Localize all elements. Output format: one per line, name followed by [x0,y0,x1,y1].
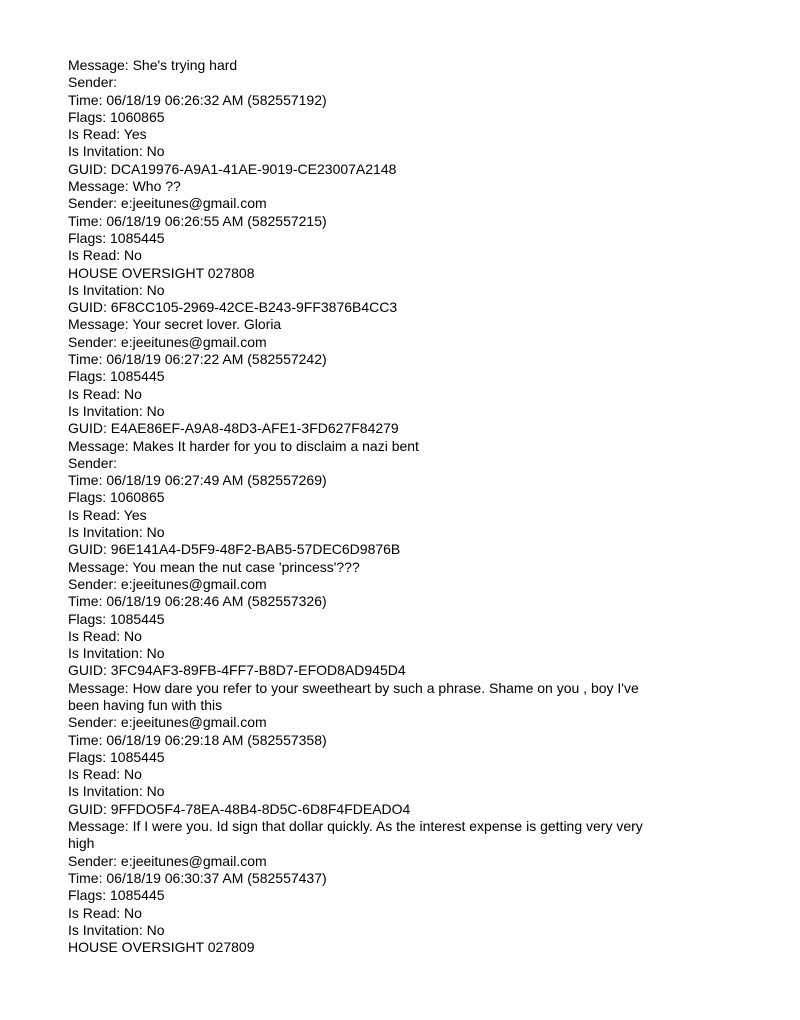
guid-line: GUID: 3FC94AF3-89FB-4FF7-B8D7-EFOD8AD945D4 [68,662,406,679]
message-line: Message: She's trying hard [68,57,238,73]
sender-line: Sender: e:jeeitunes@gmail.com [68,195,267,212]
bates-stamp: HOUSE OVERSIGHT 027809 [68,939,255,956]
flags-line: Flags: 1085445 [68,887,165,904]
flags-line: Flags: 1085445 [68,610,165,627]
is-read-line: Is Read: No [68,766,142,783]
time-line: Time: 06/18/19 06:30:37 AM (582557437) [68,869,327,886]
sender-line: Sender: e:jeeitunes@gmail.com [68,714,267,731]
flags-line: Flags: 1060865 [68,489,165,506]
is-invitation-line: Is Invitation: No [68,783,165,800]
flags-line: Flags: 1085445 [68,229,165,246]
guid-line: GUID: 96E141A4-D5F9-48F2-BAB5-57DEC6D9876B [68,541,401,558]
is-read-line: Is Read: No [68,627,142,644]
message-line: Message: Your secret lover. Gloria [68,316,282,333]
time-line: Time: 06/18/19 06:26:55 AM (582557215) [68,212,327,229]
is-read-line: Is Read: No [68,247,142,264]
flags-line: Flags: 1085445 [68,368,165,385]
is-read-line: Is Read: No [68,385,142,402]
is-invitation-line: Is Invitation: No [68,645,165,662]
time-line: Time: 06/18/19 06:27:49 AM (582557269) [68,472,327,489]
is-read-line: Is Read: Yes [68,126,147,143]
sender-line: Sender: [68,454,118,471]
is-invitation-line: Is Invitation: No [68,143,165,160]
message-line: Message: You mean the nut case 'princess'??? [68,558,360,575]
time-line: Time: 06/18/19 06:27:22 AM (582557242) [68,351,327,368]
guid-line: GUID: 9FFDO5F4-78EA-48B4-8D5C-6D8F4FDEADO4 [68,800,411,817]
is-invitation-line: Is Invitation: No [68,402,165,419]
is-invitation-line: Is Invitation: No [68,921,165,938]
is-read-line: Is Read: Yes [68,506,147,523]
sender-line: Sender: e:jeeitunes@gmail.com [68,852,267,869]
is-read-line: Is Read: No [68,904,142,921]
is-invitation-line: Is Invitation: No [68,524,165,541]
flags-line: Flags: 1085445 [68,748,165,765]
bates-stamp: HOUSE OVERSIGHT 027808 [68,264,255,281]
flags-line: Flags: 1060865 [68,108,165,125]
sender-line: Sender: e:jeeitunes@gmail.com [68,575,267,592]
message-log-document [68,57,648,956]
message-line: Message: Makes It harder for you to disclaim a nazi bent [68,437,419,454]
message-line: Message: Who ?? [68,178,181,195]
time-line: Time: 06/18/19 06:29:18 AM (582557358) [68,731,327,748]
is-invitation-line: Is Invitation: No [68,281,165,298]
sender-line: Sender: e:jeeitunes@gmail.com [68,333,267,350]
sender-line: Sender: [68,74,118,91]
message-line: Message: How dare you refer to your sweetheart by such a phrase. Shame on you , boy I've been having fun with this [68,679,639,713]
time-line: Time: 06/18/19 06:28:46 AM (582557326) [68,593,327,610]
guid-line: GUID: E4AE86EF-A9A8-48D3-AFE1-3FD627F84279 [68,420,399,437]
message-line: Message: If I were you. Id sign that dollar quickly. As the interest expense is getting very very high [68,818,643,852]
guid-line: GUID: 6F8CC105-2969-42CE-B243-9FF3876B4CC3 [68,299,398,316]
guid-line: GUID: DCA19976-A9A1-41AE-9019-CE23007A2148 [68,160,397,177]
time-line: Time: 06/18/19 06:26:32 AM (582557192) [68,91,327,108]
